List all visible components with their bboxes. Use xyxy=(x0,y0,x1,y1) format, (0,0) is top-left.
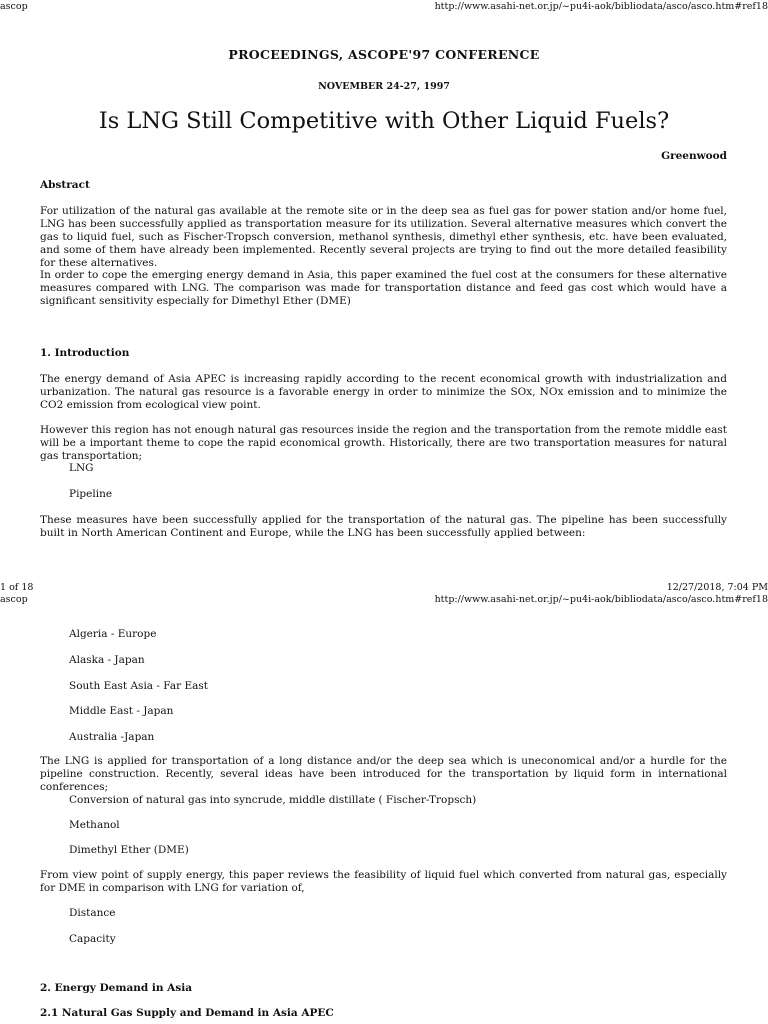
print-header xyxy=(0,0,768,13)
section-2-1-heading: 2.1 Natural Gas Supply and Demand in Asia APEC xyxy=(40,1007,334,1019)
intro-paragraph-3: These measures have been successfully applied for the transportation of the natural gas. The pipeline has been successfully built in North American Continent and Europe, while the LNG has been successfully applied between: xyxy=(40,514,727,539)
list-item: Alaska - Japan xyxy=(69,654,145,666)
list-item: Distance xyxy=(69,907,116,919)
paper-title: Is LNG Still Competitive with Other Liquid Fuels? xyxy=(98,108,670,134)
page-number: 1 of 18 xyxy=(0,582,34,593)
list-item: Pipeline xyxy=(69,488,113,500)
review-paragraph: From view point of supply energy, this paper reviews the feasibility of liquid fuel which converted from natural gas, especially for DME in comparison with LNG for variation of, xyxy=(40,869,727,894)
list-item: Australia -Japan xyxy=(69,731,155,743)
intro-paragraph-1: The energy demand of Asia APEC is increasing rapidly according to the recent economical growth with industrialization and urbanization. The natural gas resource is a favorable energy in order to minimize the SOx, NOx emission and to minimize the CO2 emission from ecological view point. xyxy=(40,373,727,411)
list-item: Methanol xyxy=(69,819,120,831)
print-timestamp: 12/27/2018, 7:04 PM xyxy=(666,582,768,593)
list-item: Conversion of natural gas into syncrude, middle distillate ( Fischer-Tropsch) xyxy=(69,794,477,806)
conference-title: PROCEEDINGS, ASCOPE'97 CONFERENCE xyxy=(228,47,540,62)
list-item: LNG xyxy=(69,462,94,474)
list-item: South East Asia - Far East xyxy=(69,680,209,692)
header-site-name: ascop xyxy=(0,594,28,605)
header-url[interactable]: http://www.asahi-net.or.jp/~pu4i-aok/bibliodata/asco/asco.htm#ref18 xyxy=(434,594,768,605)
list-item: Middle East - Japan xyxy=(69,705,174,717)
list-item: Algeria - Europe xyxy=(69,628,157,640)
conference-date: NOVEMBER 24-27, 1997 xyxy=(318,81,450,92)
abstract-paragraph-2: In order to cope the emerging energy demand in Asia, this paper examined the fuel cost at the consumers for these alternative measures compared with LNG. The comparison was made for transportation distance and feed gas cost which would have a significant sensitivity especially for Dimethyl Ether (DME) xyxy=(40,269,727,307)
list-item: Dimethyl Ether (DME) xyxy=(69,844,189,856)
introduction-heading: 1. Introduction xyxy=(40,347,130,359)
intro-paragraph-2: However this region has not enough natural gas resources inside the region and the transportation from the remote middle east will be a important theme to cope the rapid economical growth. Historically, there are two transportation measures for natural gas transportation; xyxy=(40,424,727,462)
abstract-heading: Abstract xyxy=(40,179,90,191)
list-item: Capacity xyxy=(69,933,116,945)
author-name: Greenwood xyxy=(661,150,727,162)
lng-paragraph: The LNG is applied for transportation of a long distance and/or the deep sea which is uneconomical and/or a hurdle for the pipeline construction. Recently, several ideas have been introduced for the transportation by liquid form in international conferences; xyxy=(40,755,727,793)
section-2-heading: 2. Energy Demand in Asia xyxy=(40,982,193,994)
header-url[interactable]: http://www.asahi-net.or.jp/~pu4i-aok/bibliodata/asco/asco.htm#ref18 xyxy=(434,1,768,12)
header-site-name: ascop xyxy=(0,1,28,12)
print-header-page-2 xyxy=(0,593,768,606)
abstract-paragraph-1: For utilization of the natural gas available at the remote site or in the deep sea as fuel gas for power station and/or home fuel, LNG has been successfully applied as transportation measure for its utilization. Several alternative measures which convert the gas to liquid fuel, such as Fischer-Tropsch conversion, methanol synthesis, dimethyl ether synthesis, etc. have been evaluated, and some of them have already been implemented. Recently several projects are trying to find out the more detailed feasibility for these alternatives. xyxy=(40,205,727,269)
